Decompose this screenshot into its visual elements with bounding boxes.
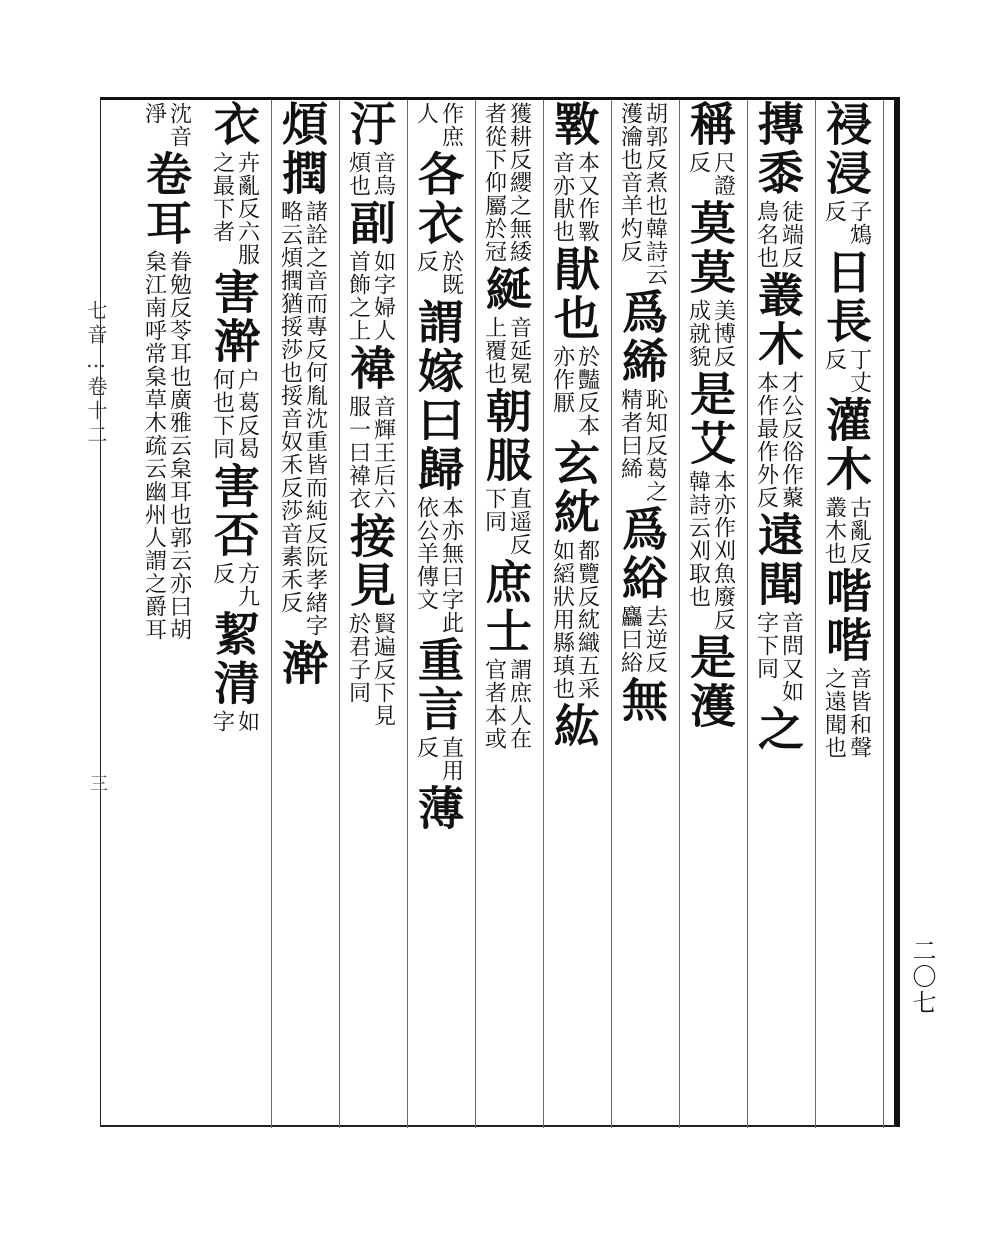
annotation — [415, 736, 462, 782]
annotation-right-line: 去逆反 — [642, 605, 668, 674]
annotation-left-line: 人 — [413, 102, 439, 125]
annotation-left-line: 依公羊傳文 — [413, 496, 439, 611]
annotation — [143, 250, 190, 641]
annotation-left-line: 反 — [685, 151, 711, 174]
annotation-right-line: 古亂反 — [846, 496, 872, 565]
annotation-left-line: 亦作厭 — [549, 345, 575, 414]
annotation-right-line: 音輝王后六 — [370, 395, 396, 510]
annotation-right-line: 美博反 — [710, 299, 736, 368]
annotation-right-line: 胡郭反煮也韓詩云 — [642, 102, 668, 286]
annotation — [279, 200, 326, 637]
annotation-left-line: 字下同 — [753, 611, 779, 680]
annotation-left-line: 字 — [209, 710, 235, 733]
annotation-left-line: 如縚狀用縣瑱也 — [549, 539, 575, 700]
annotation — [415, 496, 462, 634]
head-entry: 摶黍 — [751, 100, 805, 198]
head-entry: 副 — [343, 199, 397, 248]
annotation — [211, 368, 258, 460]
annotation-right-line: 子鴆 — [846, 200, 872, 246]
annotation — [483, 316, 530, 385]
annotation-left-line: 麤曰綌 — [617, 605, 643, 674]
annotation — [687, 151, 734, 197]
annotation-right-line: 才公反俗作藂 — [778, 371, 804, 509]
annotation — [551, 539, 598, 700]
annotation — [755, 200, 802, 269]
annotation-right-line: 本亦無曰字此 — [438, 496, 464, 634]
annotation-left-line: 本作最作外反 — [753, 371, 779, 509]
head-entry: 接見 — [343, 512, 397, 610]
annotation — [415, 102, 462, 148]
annotation — [415, 250, 462, 296]
annotation — [619, 102, 666, 286]
annotation — [483, 658, 530, 750]
annotation — [347, 612, 394, 727]
text-column — [404, 100, 472, 1128]
annotation-right-line: 本亦作刈魚廢反 — [710, 470, 736, 631]
annotation — [551, 345, 598, 437]
head-entry: 之 — [751, 705, 805, 754]
head-entry: 煩撋 — [275, 100, 329, 198]
annotation-right-line: 恥知反葛之 — [642, 388, 668, 503]
annotation-left-line: 略云煩撋猶挼莎也挼音奴禾反莎音素禾反 — [277, 200, 303, 614]
annotation-left-line: 精者曰絺 — [617, 388, 643, 480]
annotation — [211, 710, 258, 733]
annotation-left-line: 服一曰褘衣 — [345, 395, 371, 510]
text-column — [132, 100, 200, 1128]
annotation-right-line: 音皆和聲 — [846, 667, 872, 759]
annotation — [347, 151, 394, 197]
annotation — [619, 388, 666, 503]
annotation-right-line: 於既 — [438, 250, 464, 296]
annotation — [823, 348, 870, 394]
annotation — [347, 250, 394, 342]
annotation-right-line: 作庶 — [438, 102, 464, 148]
text-column — [472, 100, 540, 1128]
annotation-left-line: 音亦猒也 — [549, 151, 575, 243]
head-entry: 是濩 — [683, 633, 737, 731]
annotation-right-line: 卉亂反六服 — [234, 151, 260, 266]
annotation-right-line: 如字婦人 — [370, 250, 396, 342]
head-entry: 澣 — [275, 639, 329, 688]
head-entry: 褘 — [343, 344, 397, 393]
annotation-right-line: 音問又如 — [778, 611, 804, 703]
head-entry: 玄紞 — [547, 439, 601, 537]
text-column — [676, 100, 744, 1128]
head-entry: 灌木 — [819, 396, 873, 494]
text-column — [336, 100, 404, 1128]
annotation-right-line: 都覽反紞織五采 — [574, 539, 600, 700]
text-column — [200, 100, 268, 1128]
annotation-left-line: 成就貌 — [685, 299, 711, 368]
annotation-right-line: 獲耕反纓之無緌 — [506, 102, 532, 263]
head-entry: 各衣 — [411, 150, 465, 248]
head-entry: 庶士 — [479, 558, 533, 656]
annotation-left-line: 下同 — [481, 487, 507, 533]
annotation-left-line: 枲江南呼常枲草木疏云幽州人謂之爵耳 — [141, 250, 167, 641]
text-column — [744, 100, 812, 1128]
annotation-left-line: 濩瀹也音羊灼反 — [617, 102, 643, 263]
head-entry: 重言 — [411, 636, 465, 734]
annotation — [483, 487, 530, 556]
annotation-left-line: 於君子同 — [345, 612, 371, 704]
annotation — [619, 605, 666, 674]
annotation-right-line: 本又作斁 — [574, 151, 600, 243]
annotation-left-line: 反 — [821, 348, 847, 371]
margin-tick: 三 — [90, 774, 108, 795]
head-entry: 綖 — [479, 265, 533, 314]
head-entry: 日長 — [819, 248, 873, 346]
annotation-left-line: 反 — [413, 250, 439, 273]
annotation-left-line: 反 — [821, 200, 847, 223]
annotation-right-line: 於豔反本 — [574, 345, 600, 437]
annotation-left-line: 淨 — [141, 102, 167, 125]
text-column — [540, 100, 608, 1128]
head-entry: 卷耳 — [139, 150, 193, 248]
annotation — [823, 200, 870, 246]
margin-note: 七音…卷十二 — [84, 300, 108, 448]
head-entry: 薄 — [411, 784, 465, 833]
head-entry: 害否 — [207, 462, 261, 560]
text-column — [608, 100, 676, 1128]
annotation-left-line: 官者本或 — [481, 658, 507, 750]
annotation-left-line: 煩也 — [345, 151, 371, 197]
annotation — [143, 102, 190, 148]
head-entry: 莫莫 — [683, 199, 737, 297]
annotation-right-line: 徒端反 — [778, 200, 804, 269]
head-entry: 叢木 — [751, 271, 805, 369]
annotation-right-line: 如 — [234, 710, 260, 733]
annotation — [687, 470, 734, 631]
annotation-right-line: 眷勉反苓耳也廣雅云枲耳也郭云亦曰胡 — [166, 250, 192, 641]
annotation-left-line: 鳥名也 — [753, 200, 779, 269]
annotation — [211, 562, 258, 608]
annotation-right-line: 沈音 — [166, 102, 192, 148]
annotation-left-line: 反 — [413, 736, 439, 759]
annotation — [687, 299, 734, 368]
annotation — [211, 151, 258, 266]
annotation-left-line: 何也下同 — [209, 368, 235, 460]
annotation-right-line: 尺證 — [710, 151, 736, 197]
head-entry: 猒也 — [547, 245, 601, 343]
annotation — [551, 151, 598, 243]
head-entry: 爲綌 — [615, 505, 669, 603]
annotation-left-line: 上覆也 — [481, 316, 507, 385]
page-number: 二〇七 — [908, 938, 936, 1016]
annotation-right-line: 直遥反 — [506, 487, 532, 556]
annotation-left-line: 之遠聞也 — [821, 667, 847, 759]
head-entry: 無 — [615, 676, 669, 725]
annotation-left-line: 首飾之上 — [345, 250, 371, 342]
head-entry: 稱 — [683, 100, 737, 149]
head-entry: 害澣 — [207, 268, 261, 366]
head-entry: 遠聞 — [751, 511, 805, 609]
annotation-left-line: 者從下仰屬於冠 — [481, 102, 507, 263]
head-entry: 紘 — [547, 702, 601, 751]
head-entry: 斁 — [547, 100, 601, 149]
head-entry: 爲絺 — [615, 288, 669, 386]
head-entry: 祲浸 — [819, 100, 873, 198]
annotation-right-line: 賢遍反下見 — [370, 612, 396, 727]
head-entry: 汙 — [343, 100, 397, 149]
annotation-right-line: 謂庶人在 — [506, 658, 532, 750]
text-column — [812, 100, 880, 1128]
annotation-right-line: 音延冕 — [506, 316, 532, 385]
annotation — [483, 102, 530, 263]
annotation-right-line: 方九 — [234, 562, 260, 608]
annotation-right-line: 直用 — [438, 736, 464, 782]
annotation-left-line: 之最下者 — [209, 151, 235, 243]
annotation-right-line: 丁丈 — [846, 348, 872, 394]
head-entry: 朝服 — [479, 387, 533, 485]
annotation-right-line: 諸詮之音而專反何胤沈重皆而純反阮孝緒字 — [302, 200, 328, 637]
head-entry: 絜清 — [207, 610, 261, 708]
annotation-left-line: 叢木也 — [821, 496, 847, 565]
annotation-left-line: 反 — [209, 562, 235, 585]
annotation — [347, 395, 394, 510]
annotation-right-line: 音烏 — [370, 151, 396, 197]
head-entry: 是艾 — [683, 370, 737, 468]
annotation-right-line: 户葛反曷 — [234, 368, 260, 460]
annotation — [823, 496, 870, 565]
annotation-left-line: 韓詩云刈取也 — [685, 470, 711, 608]
annotation — [755, 371, 802, 509]
annotation — [823, 667, 870, 759]
head-entry: 衣 — [207, 100, 261, 149]
head-entry: 謂嫁曰歸 — [411, 298, 465, 494]
annotation — [755, 611, 802, 703]
text-column — [268, 100, 336, 1128]
head-entry: 喈喈 — [819, 567, 873, 665]
